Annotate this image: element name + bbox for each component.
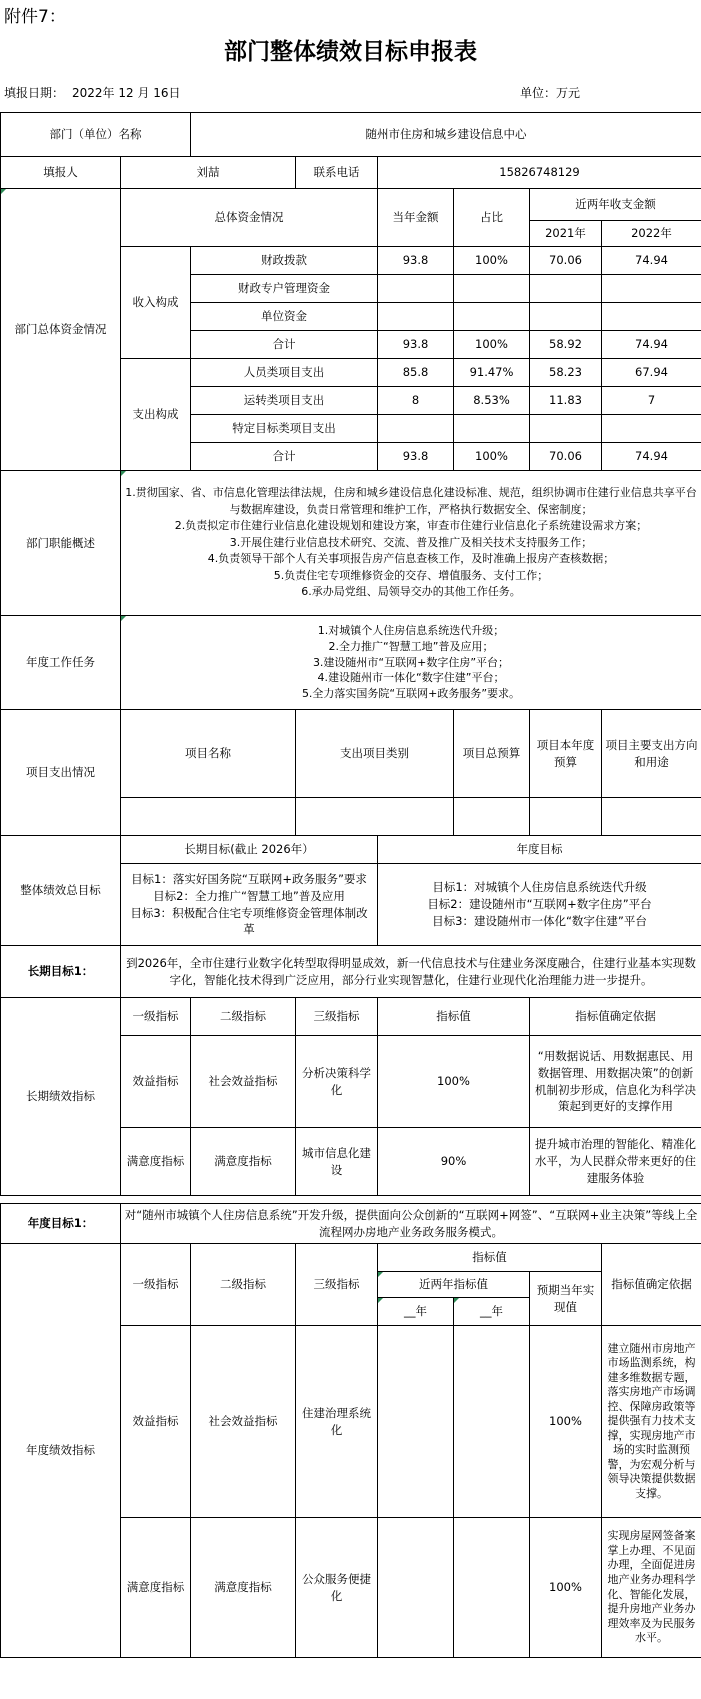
duty-line: 1.贯彻国家、省、市信息化管理法律法规，住房和城乡建设信息化建设标准、规范，组织协调市住建行业信息共享平台与数据库建设，负责日常管理和维护工作，严格执行数据安全、保密制度； — [125, 486, 697, 516]
projects-head-year: 项目本年度预算 — [530, 710, 602, 798]
long-perf-l1: 满意度指标 — [121, 1128, 191, 1196]
income-row-y1 — [530, 303, 602, 331]
projects-head-usage: 项目主要支出方向和用途 — [602, 710, 701, 798]
expense-row-y1: 58.23 — [530, 359, 602, 387]
funds-head-total: 总体资金情况 — [121, 189, 378, 247]
duty-line: 3.开展住建行业信息技术研究、交流、普及推广及相关技术支持服务工作； — [229, 535, 593, 549]
phone-label: 联系电话 — [296, 157, 378, 189]
year-perf-head-l3: 三级指标 — [296, 1244, 378, 1326]
long-perf-l3: 分析决策科学化 — [296, 1036, 378, 1128]
duty-line: 4.负责领导干部个人有关事项报告房产信息查核工作，及时准确上报房产查核数据； — [207, 552, 615, 566]
expense-row-y2 — [602, 415, 701, 443]
expense-row-ratio: 8.53% — [454, 387, 530, 415]
expense-row-amount: 85.8 — [378, 359, 454, 387]
year-perf-ya — [378, 1326, 454, 1518]
income-row-y1: 58.92 — [530, 331, 602, 359]
income-row-ratio — [454, 303, 530, 331]
long-perf-value: 90% — [378, 1128, 530, 1196]
expense-row-y1: 70.06 — [530, 443, 602, 471]
filler-label: 填报人 — [1, 157, 121, 189]
expense-row-ratio — [454, 415, 530, 443]
performance-report-table — [0, 112, 701, 1658]
year-perf-head-l2: 二级指标 — [191, 1244, 296, 1326]
projects-empty-cell — [602, 798, 701, 836]
income-row-y2 — [602, 275, 701, 303]
fill-date: 2022年 12 月 16日 — [72, 86, 181, 100]
long-perf-l3: 城市信息化建设 — [296, 1128, 378, 1196]
projects-head-name: 项目名称 — [121, 710, 296, 798]
goals-label: 整体绩效总目标 — [1, 836, 121, 946]
projects-empty-cell — [530, 798, 602, 836]
income-row-name: 合计 — [191, 331, 378, 359]
income-row-y2 — [602, 303, 701, 331]
funds-section-label: 部门总体资金情况 — [1, 189, 121, 471]
duties-label: 部门职能概述 — [1, 471, 121, 616]
income-row-amount — [378, 303, 454, 331]
phone-value: 15826748129 — [378, 157, 701, 189]
income-row-amount: 93.8 — [378, 247, 454, 275]
expense-row-name: 人员类项目支出 — [191, 359, 378, 387]
year-perf-head-value: 指标值 — [378, 1244, 602, 1272]
year-perf-yb — [454, 1326, 530, 1518]
task-line: 1.对城镇个人住房信息系统迭代升级； — [317, 623, 505, 637]
dept-label: 部门（单位）名称 — [1, 113, 191, 157]
year-perf-head-expect: 预期当年实现值 — [530, 1272, 602, 1326]
long-target-text: 到2026年，全市住建行业数字化转型取得明显成效，新一代信息技术与住建业务深度融合，住建行业基本实现数字化，智能化技术得到广泛应用，部分行业实现智慧化，住建行业现代化治理能力进一步提升。 — [121, 946, 701, 998]
year-perf-label: 年度绩效指标 — [1, 1244, 121, 1658]
year-target-text: 对“随州市城镇个人住房信息系统”开发升级，提供面向公众创新的“互联网+网签”、“互联网+业主决策”等线上全流程网办房地产业务政务服务模式。 — [121, 1204, 701, 1244]
filler-name: 刘喆 — [121, 157, 296, 189]
long-perf-l2: 满意度指标 — [191, 1128, 296, 1196]
year-goal-line: 目标3：建设随州市一体化“数字住建”平台 — [432, 913, 647, 928]
income-row-amount — [378, 275, 454, 303]
long-goal-line: 目标2：全力推广“智慧工地”普及应用 — [153, 888, 345, 903]
long-perf-head-value: 指标值 — [378, 998, 530, 1036]
expense-row-name: 特定目标类项目支出 — [191, 415, 378, 443]
section-gap — [1, 1196, 701, 1204]
long-perf-l2: 社会效益指标 — [191, 1036, 296, 1128]
year-perf-head-basis: 指标值确定依据 — [602, 1244, 701, 1326]
attachment-label: 附件7： — [4, 7, 66, 27]
year-perf-l2: 社会效益指标 — [191, 1326, 296, 1518]
year-perf-l1: 满意度指标 — [121, 1518, 191, 1658]
long-goal-line: 目标3：积极配合住宅专项维修资金管理体制改革 — [130, 905, 368, 937]
year-perf-l3: 住建治理系统化 — [296, 1326, 378, 1518]
projects-head-total: 项目总预算 — [454, 710, 530, 798]
long-perf-head-l3: 三级指标 — [296, 998, 378, 1036]
goals-long-head: 长期目标(截止 2026年） — [121, 836, 378, 864]
income-row-name: 财政专户管理资金 — [191, 275, 378, 303]
duty-line: 5.负责住宅专项维修资金的交存、增值服务、支付工作； — [273, 568, 549, 582]
duty-line: 6.承办局党组、局领导交办的其他工作任务。 — [301, 585, 521, 599]
income-row-name: 单位资金 — [191, 303, 378, 331]
long-target-label: 长期目标1： — [1, 946, 121, 998]
expense-row-y1 — [530, 415, 602, 443]
long-perf-head-basis: 指标值确定依据 — [530, 998, 701, 1036]
long-goal-line: 目标1：落实好国务院“互联网+政务服务”要求 — [131, 872, 367, 887]
goals-year-head: 年度目标 — [378, 836, 701, 864]
unit-label: 单位：万元 — [520, 86, 581, 100]
task-line: 3.建设随州市“互联网+数字住房”平台； — [312, 655, 510, 669]
year-perf-l1: 效益指标 — [121, 1326, 191, 1518]
expense-row-y2: 74.94 — [602, 443, 701, 471]
page-title: 部门整体绩效目标申报表 — [224, 39, 477, 65]
expense-row-name: 合计 — [191, 443, 378, 471]
fill-date-label: 填报日期： — [4, 86, 65, 100]
projects-empty-cell — [121, 798, 296, 836]
year-perf-l2: 满意度指标 — [191, 1518, 296, 1658]
expense-row-amount: 93.8 — [378, 443, 454, 471]
funds-head-recent: 近两年收支金额 — [530, 189, 701, 221]
year-goal-line: 目标2：建设随州市“互联网+数字住房”平台 — [427, 897, 652, 912]
tasks-label: 年度工作任务 — [1, 616, 121, 710]
year-perf-yb — [454, 1518, 530, 1658]
year-perf-expect: 100% — [530, 1518, 602, 1658]
expense-row-amount: 8 — [378, 387, 454, 415]
income-row-y2: 74.94 — [602, 247, 701, 275]
duty-line: 2.负责拟定市住建行业信息化建设规划和建设方案，审查市住建行业信息化子系统建设需求方案； — [174, 519, 648, 533]
long-perf-basis: “用数据说话、用数据惠民、用数据管理、用数据决策”的创新机制初步形成，信息化为科学决策起到更好的支撑作用 — [530, 1036, 701, 1128]
year-perf-head-l1: 一级指标 — [121, 1244, 191, 1326]
dept-name: 随州市住房和城乡建设信息中心 — [191, 113, 701, 157]
year-perf-head-year-a: __年 — [378, 1298, 454, 1326]
expense-row-ratio: 91.47% — [454, 359, 530, 387]
projects-label: 项目支出情况 — [1, 710, 121, 836]
long-perf-head-l1: 一级指标 — [121, 998, 191, 1036]
income-row-ratio — [454, 275, 530, 303]
projects-empty-cell — [296, 798, 454, 836]
year-perf-head-year-b: __年 — [454, 1298, 530, 1326]
year-perf-ya — [378, 1518, 454, 1658]
expense-row-name: 运转类项目支出 — [191, 387, 378, 415]
income-row-ratio: 100% — [454, 247, 530, 275]
task-line: 2.全力推广“智慧工地”普及应用； — [328, 639, 494, 653]
year-perf-basis: 建立随州市房地产市场监测系统，构建多维数据专题，落实房地产市场调控、保障房政策等提供强有力技术支撑，实现房地产市场的实时监测预警，为宏观分析与领导决策提供数据支撑。 — [602, 1326, 701, 1518]
income-row-y2: 74.94 — [602, 331, 701, 359]
long-perf-value: 100% — [378, 1036, 530, 1128]
long-perf-label: 长期绩效指标 — [1, 998, 121, 1196]
funds-head-amount: 当年金额 — [378, 189, 454, 247]
expense-row-ratio: 100% — [454, 443, 530, 471]
income-row-ratio: 100% — [454, 331, 530, 359]
long-perf-head-l2: 二级指标 — [191, 998, 296, 1036]
year-target-label: 年度目标1： — [1, 1204, 121, 1244]
expense-row-y1: 11.83 — [530, 387, 602, 415]
task-line: 5.全力落实国务院“互联网+政务服务”要求。 — [301, 687, 521, 701]
projects-head-category: 支出项目类别 — [296, 710, 454, 798]
income-row-amount: 93.8 — [378, 331, 454, 359]
long-perf-basis: 提升城市治理的智能化、精准化水平，为人民群众带来更好的住建服务体验 — [530, 1128, 701, 1196]
year-perf-expect: 100% — [530, 1326, 602, 1518]
income-row-y1: 70.06 — [530, 247, 602, 275]
expense-row-y2: 7 — [602, 387, 701, 415]
funds-year1: 2021年 — [530, 221, 602, 247]
income-row-y1 — [530, 275, 602, 303]
year-perf-head-recent: 近两年指标值 — [378, 1272, 530, 1298]
income-label: 收入构成 — [121, 247, 191, 359]
long-perf-l1: 效益指标 — [121, 1036, 191, 1128]
year-perf-basis: 实现房屋网签备案掌上办理、不见面办理，全面促进房地产业务办理科学化、智能化发展，提升房地产业务办理效率及为民服务水平。 — [602, 1518, 701, 1658]
projects-empty-cell — [454, 798, 530, 836]
year-goal-line: 目标1：对城镇个人住房信息系统迭代升级 — [432, 880, 647, 895]
expense-row-y2: 67.94 — [602, 359, 701, 387]
task-line: 4.建设随州市一体化“数字住建”平台； — [317, 671, 505, 685]
expense-row-amount — [378, 415, 454, 443]
funds-head-ratio: 占比 — [454, 189, 530, 247]
expense-label: 支出构成 — [121, 359, 191, 471]
funds-year2: 2022年 — [602, 221, 701, 247]
year-perf-l3: 公众服务便捷化 — [296, 1518, 378, 1658]
income-row-name: 财政拨款 — [191, 247, 378, 275]
